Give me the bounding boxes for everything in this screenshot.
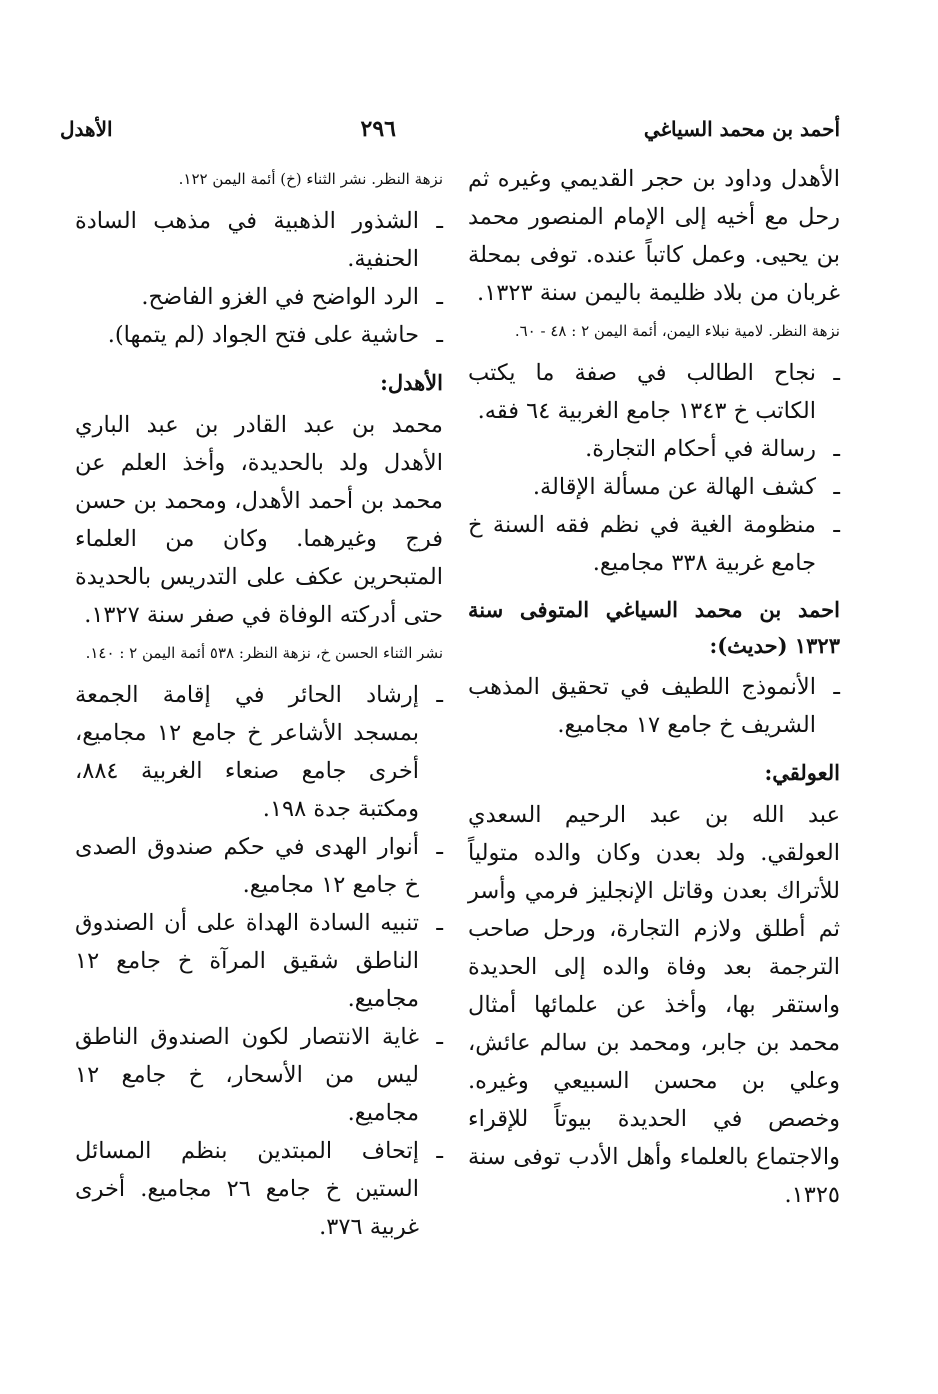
work-item: ـ إرشاد الحائر في إقامة الجمعة بمسجد الأشاعر خ جامع ١٢ مجاميع، أخرى جامع صنعاء الغربية ٨٨٤، ومكتبة جدة ١٩٨. bbox=[75, 676, 443, 828]
source-note: نزهة النظر. لامية نبلاء اليمن، أئمة اليمن ٢ : ٤٨ - ٦٠. bbox=[514, 322, 840, 340]
left-column bbox=[75, 160, 443, 1246]
header-right-title: أحمد بن محمد السياغي bbox=[643, 117, 840, 141]
work-item: ـ غاية الانتصار لكون الصندوق الناطق ليس من الأسحار، خ جامع ١٢ مجاميع. bbox=[75, 1018, 443, 1132]
entry-heading: الأهدل: bbox=[380, 370, 443, 395]
work-item: ـ الرد الواضح في الغزو الفاضح. bbox=[75, 278, 443, 316]
work-item: ـ إتحاف المبتدين بنظم المسائل الستين خ جامع ٢٦ مجاميع. أخرى غربية ٣٧٦. bbox=[75, 1132, 443, 1246]
work-item: ـ الشذور الذهبية في مذهب السادة الحنفية. bbox=[75, 202, 443, 278]
bio-paragraph: الأهدل وداود بن حجر القديمي وغيره ثم رحل مع أخيه إلى الإمام المنصور محمد بن يحيى. وعمل كاتباً عنده. توفى بمحلة غربان من بلاد ظليمة باليمن سنة ١٣٢٣. bbox=[468, 166, 840, 306]
work-item: ـ كشف الهالة عن مسألة الإقالة. bbox=[468, 468, 840, 506]
right-column bbox=[468, 160, 840, 1214]
work-item: ـ نجاح الطالب في صفة ما يكتب الكاتب خ ١٣٤٣ جامع الغربية ٦٤ فقه. bbox=[468, 354, 840, 430]
work-item: ـ منظومة الغية في نظم فقه السنة خ جامع غربية ٣٣٨ مجاميع. bbox=[468, 506, 840, 582]
bio-paragraph: عبد الله بن عبد الرحيم السعدي العولقي. ولد بعدن وكان والده متولياً للأتراك بعدن وقاتل الإنجليز فرمي وأسر ثم أطلق ولازم التجارة، ورحل صاحب الترجمة بعد وفاة والده إلى الحديدة واستقر بها، وأخذ عن علمائها أمثال محمد بن جابر، ومحمد بن سالم عائش، وعلي بن محسن السبيعي وغيره. وخصص في الحديدة بيوتاً للإقراء والاجتماع بالعلماء وأهل الأدب توفى سنة ١٣٢٥. bbox=[468, 802, 840, 1208]
work-item: ـ أنوار الهدى في حكم صندوق الصدى خ جامع ١٢ مجاميع. bbox=[75, 828, 443, 904]
entry-heading: العولقي: bbox=[764, 760, 840, 785]
bio-paragraph: محمد بن عبد القادر بن عبد الباري الأهدل ولد بالحديدة، وأخذ العلم عن محمد بن أحمد الأهدل، ومحمد بن حسن فرج وغيرهما. وكان من العلماء المتبحرين عكف على التدريس بالحديدة حتى أدركته الوفاة في صفر سنة ١٣٢٧. bbox=[75, 412, 443, 628]
work-item: ـ الأنموذج اللطيف في تحقيق المذهب الشريف خ جامع ١٧ مجاميع. bbox=[468, 668, 840, 744]
work-item: ـ رسالة في أحكام التجارة. bbox=[468, 430, 840, 468]
header-left-title: الأهدل bbox=[60, 117, 113, 141]
running-header bbox=[60, 112, 840, 146]
work-item: ـ حاشية على فتح الجواد (لم يتمها). bbox=[75, 316, 443, 354]
entry-heading: احمد بن محمد السياغي المتوفى سنة ١٣٢٣ (حديث): bbox=[468, 597, 840, 658]
source-note: نشر الثناء الحسن خ، نزهة النظر: ٥٣٨ أئمة اليمن ٢ : ١٤٠. bbox=[85, 644, 443, 662]
work-item: ـ تنبيه السادة الهداة على أن الصندوق الناطق شقيق المرآة خ جامع ١٢ مجاميع. bbox=[75, 904, 443, 1018]
page-number: ٢٩٦ bbox=[360, 116, 396, 142]
source-note: نزهة النظر. نشر الثناء (خ) أئمة اليمن ١٢٢. bbox=[178, 170, 443, 188]
